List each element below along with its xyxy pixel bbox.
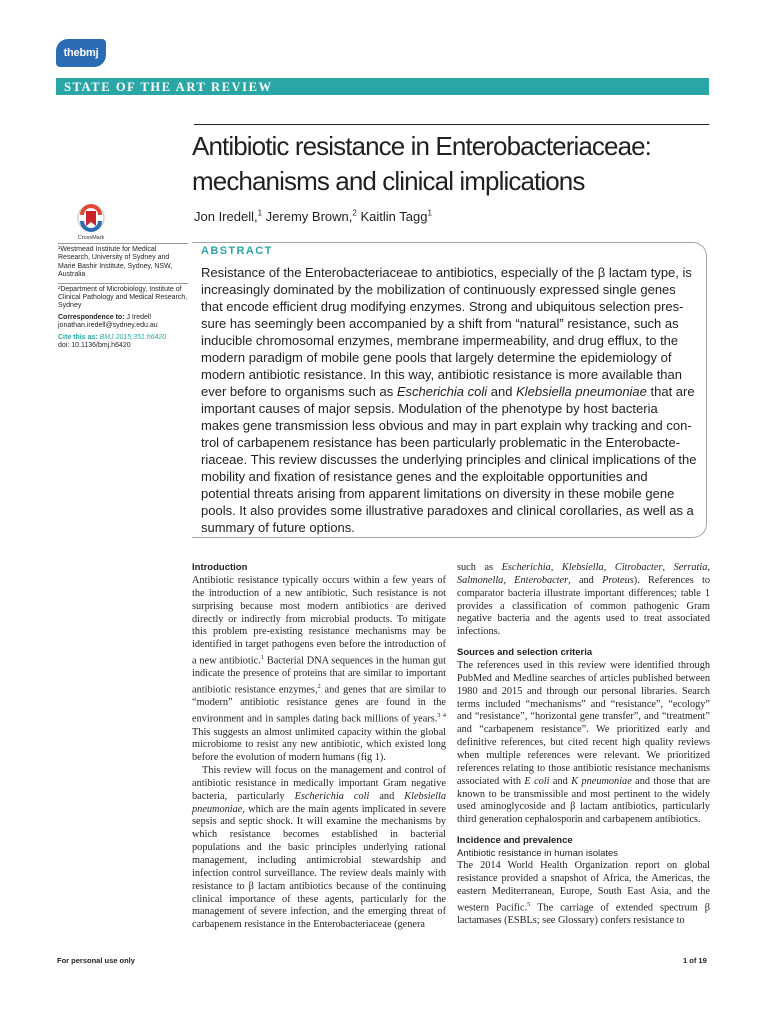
body-column-1 (192, 562, 446, 932)
paragraph: Antibiotic resistance typically occurs within a few years of the introduction of a new antibiotic. Such resistance is not surprising because most modern antibiotics are derived directly or indirectly from microbial products. To mitigate this problem pre-existing resistance mechanisms may be identified in target pathogens even before the introduction of a new antibiotic.$^1$ Bacterial DNA sequences in the human gut indicate the presence of proteins that are similar to important antibiotic resistance enzymes,$^2$ and genes that are similar to “modern” antibiotic resistance genes are found in the environment and in samples dating back millions of years.$^{3 4}$ This suggests an almost unlimited capacity within the global microbiome to resist any new antibiotic, which existed long before the evolution of modern humans (fig 1). (192, 575, 447, 764)
reference-link[interactable]: 5 (527, 900, 531, 908)
bmj-logo[interactable]: thebmj (56, 39, 106, 67)
heading-sources: Sources and selection criteria (457, 647, 593, 659)
heading-incidence: Incidence and prevalence (457, 835, 573, 847)
page-number: 1 of 19 (683, 956, 707, 965)
heading-introduction: Introduction (192, 562, 248, 573)
author-list (194, 209, 432, 224)
affiliation-rule (58, 283, 188, 284)
paragraph: This review will focus on the management and control of antibiotic resistance in medically important Gram negative bacteria, particularly Escherichia coli and Klebsiella pneumoniae, which are the main agents implicated in severe sepsis and septic shock. It will examine the mechanisms by which resistance becomes established in bacterial populations and the basic principles underlying rational management, including antimicrobial stewardship and infection control surveillance. The review deals mainly with resistance to β lactam antibiotics because of the continuing clinical importance of these agents, particularly for the management of severe infection, and the emerging threat of carbapenem resistance in the Enterobacteriaceae (genera (192, 765, 447, 931)
paragraph: The references used in this review were identified through PubMed and Medline searches of articles published between 1980 and 2015 and through our personal libraries. Search terms included “mechanisms” and “resistance”, “ecology” and “resistance”, “horizontal gene transfer”, and “treatment” and “carbapenem resistance”. We prioritized early and definitive references, but cited recent high quality reviews when multiple references were relevant. We prioritized references relating to those antibiotic resistance mechanisms associated with E coli and K pneumoniae and those that are known to be transmissible and most pertinent to the widely used aminoglycoside and β lactam antibiotics, particularly third generation cephalosporin and carbapenem antibiotics. (457, 660, 710, 826)
paragraph: The 2014 World Health Organization report on global resistance provided a snapshot of Africa, the Americas, the eastern Mediterranean, Europe, South East Asia, and the western Pacific.$^5$ The carriage of extended spectrum β lactamases (ESBLs; see Glossary) confers resistance to (457, 860, 710, 926)
correspondence (58, 314, 188, 322)
crossmark-icon[interactable] (74, 203, 108, 243)
title-rule (194, 124, 709, 125)
affiliations (58, 243, 188, 353)
affiliation-2: ²Department of Microbiology, Institute of Clinical Pathology and Medical Research, Sydney (58, 285, 188, 310)
cite-this (58, 334, 188, 342)
footer-personal-use: For personal use only (57, 956, 135, 965)
author-2[interactable]: Jeremy Brown,$^2$ (265, 209, 357, 225)
correspondence-email[interactable]: jonathan.iredell@sydney.edu.au (58, 322, 158, 330)
abstract-label: ABSTRACT (201, 245, 277, 257)
title-line-2: mechanisms and clinical implications (192, 166, 585, 196)
reference-link[interactable]: 1 (260, 654, 265, 662)
affiliation-rule (58, 243, 188, 244)
correspondence-label: Correspondence to: (58, 313, 125, 321)
reference-link[interactable]: 3 4 (437, 712, 447, 720)
abstract-text: Resistance of the Enterobacteriaceae to antibiotics, especially of the β lactam type, is increasingly dominated by the mobilization of continuously expressed single genes that encode efficient drug modifying enzymes. Strong and ubiquitous selection pressure has seemingly been accompanied by a shift from “natural” resistance, such as inducible chromosomal enzymes, membrane impermeability, and drug efflux, to the modern paradigm of mobile gene pools that largely determine the epidemiology of modern antibiotic resistance. In this way, antibiotic resistance is more available than ever before to organisms such as Escherichia coli and Klebsiella pneumoniae that are important causes of major sepsis. Modulation of the phenotype by host bacteria makes gene transmission less obvious and may in part explain why tracking and control of carbapenem resistance has been particularly problematic in the Enterobacteriaceae. This review discusses the underlying principles and clinical implications of the mobility and fixation of resistance genes and the exploitable opportunities and potential threats arising from apparent limitations on diversity in these mobile gene pools. It also provides some illustrative paradoxes and clinical corollaries, as well as a summary of future options. (201, 265, 697, 535)
paragraph: such as Escherichia, Klebsiella, Citrobacter, Serratia, Salmonella, Enterobacter, and Proteus). References to comparator bacteria illustrate important differences; table 1 provides a classification of common pathogenic Gram negative bacteria and the agents used to treat associated infections. (457, 562, 710, 638)
correspondence-name: J Iredell (126, 313, 151, 321)
subheading-human-isolates: Antibiotic resistance in human isolates (457, 848, 619, 860)
cite-label: Cite this as: (58, 333, 98, 341)
affiliation-1: ¹Westmead Institute for Medical Research, University of Sydney and Marie Bashir Institute, Sydney, NSW, Australia (58, 246, 173, 279)
article-title (192, 129, 722, 199)
body-column-2 (457, 562, 710, 928)
section-label: STATE OF THE ART REVIEW (64, 80, 273, 94)
cite-reference[interactable]: BMJ 2015;351:h6420 (99, 333, 167, 341)
crossmark-label: CrossMark (77, 235, 105, 241)
title-line-1: Antibiotic resistance in Enterobacteriaceae: (192, 131, 652, 161)
doi[interactable]: doi: 10.1136/bmj.h6420 (58, 342, 131, 350)
reference-link[interactable]: 2 (317, 683, 321, 691)
author-3[interactable]: Kaitlin Tagg$^1$ (360, 209, 432, 225)
author-1[interactable]: Jon Iredell,$^1$ (194, 209, 263, 225)
